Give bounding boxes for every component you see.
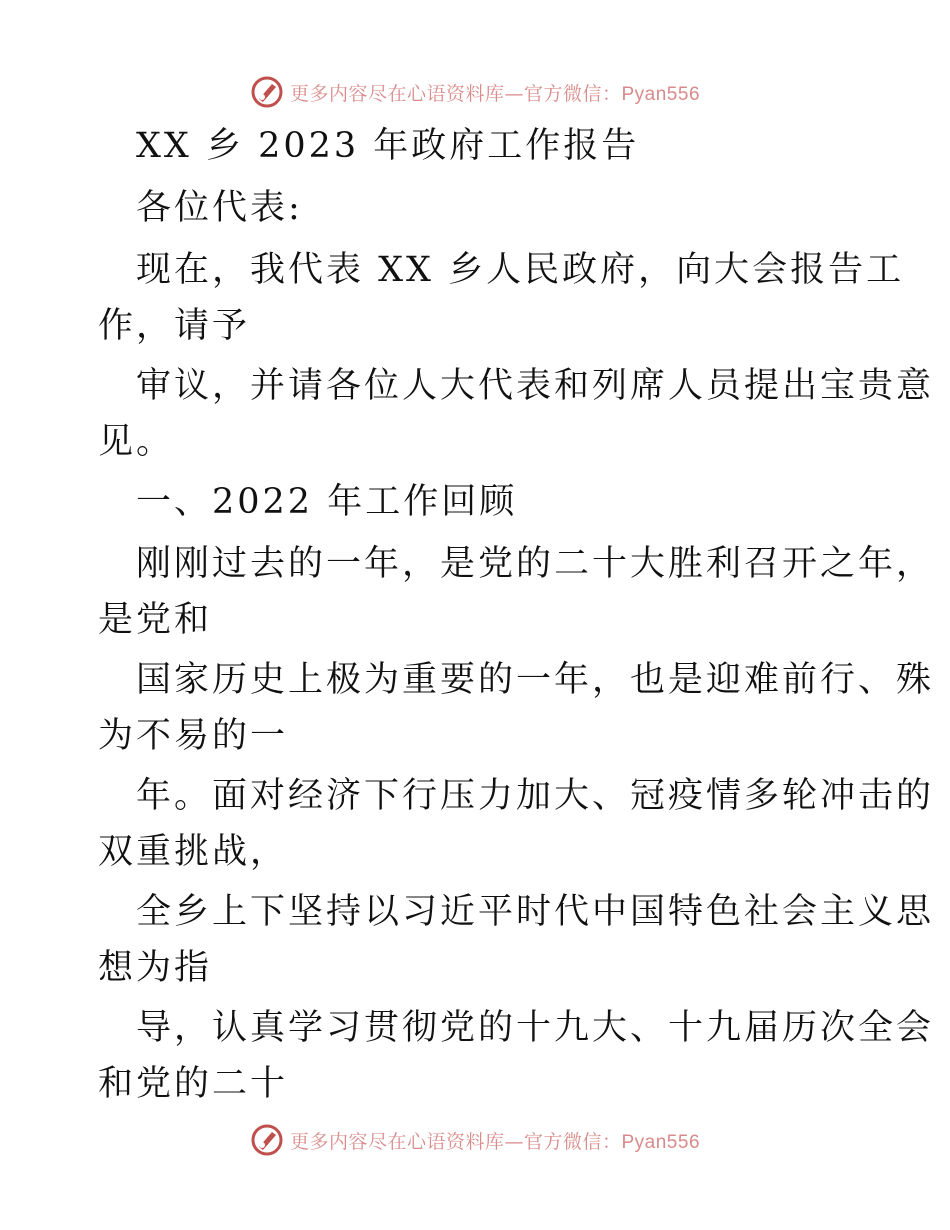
- salutation: 各位代表:: [136, 188, 303, 228]
- footer-watermark: [0, 1120, 950, 1160]
- watermark-wechat-id: Pyan556: [621, 83, 701, 105]
- document-title: XX 乡 2023 年政府工作报告: [136, 126, 640, 166]
- paragraph-line: 是党和: [98, 600, 213, 640]
- section-heading: 一、2022 年工作回顾: [136, 482, 518, 522]
- watermark-text: 更多内容尽在心语资料库—官方微信：Pyan556: [289, 1130, 701, 1153]
- pen-logo-icon: [250, 75, 284, 109]
- paragraph-line: 想为指: [98, 948, 213, 988]
- paragraph-line: 国家历史上极为重要的一年，也是迎难前行、殊: [136, 660, 935, 700]
- watermark-text: 更多内容尽在心语资料库—官方微信：Pyan556: [289, 82, 701, 105]
- paragraph-line: 为不易的一: [98, 716, 289, 756]
- paragraph-line: 双重挑战，: [98, 832, 289, 872]
- pen-logo-icon: [250, 1123, 284, 1157]
- paragraph-line: 审议，并请各位人大代表和列席人员提出宝贵意: [136, 366, 935, 406]
- header-watermark: [0, 72, 950, 112]
- paragraph-line: 和党的二十: [98, 1064, 289, 1104]
- paragraph-line: 作，请予: [98, 306, 251, 346]
- watermark-wechat-id: Pyan556: [621, 1131, 701, 1153]
- paragraph-line: 刚刚过去的一年，是党的二十大胜利召开之年，: [136, 544, 935, 584]
- paragraph-line: 见。: [98, 422, 175, 462]
- paragraph-line: 年。面对经济下行压力加大、冠疫情多轮冲击的: [136, 776, 935, 816]
- paragraph-line: 现在，我代表 XX 乡人民政府，向大会报告工: [136, 250, 905, 290]
- paragraph-line: 全乡上下坚持以习近平时代中国特色社会主义思: [136, 892, 935, 932]
- paragraph-line: 导，认真学习贯彻党的十九大、十九届历次全会: [136, 1008, 935, 1048]
